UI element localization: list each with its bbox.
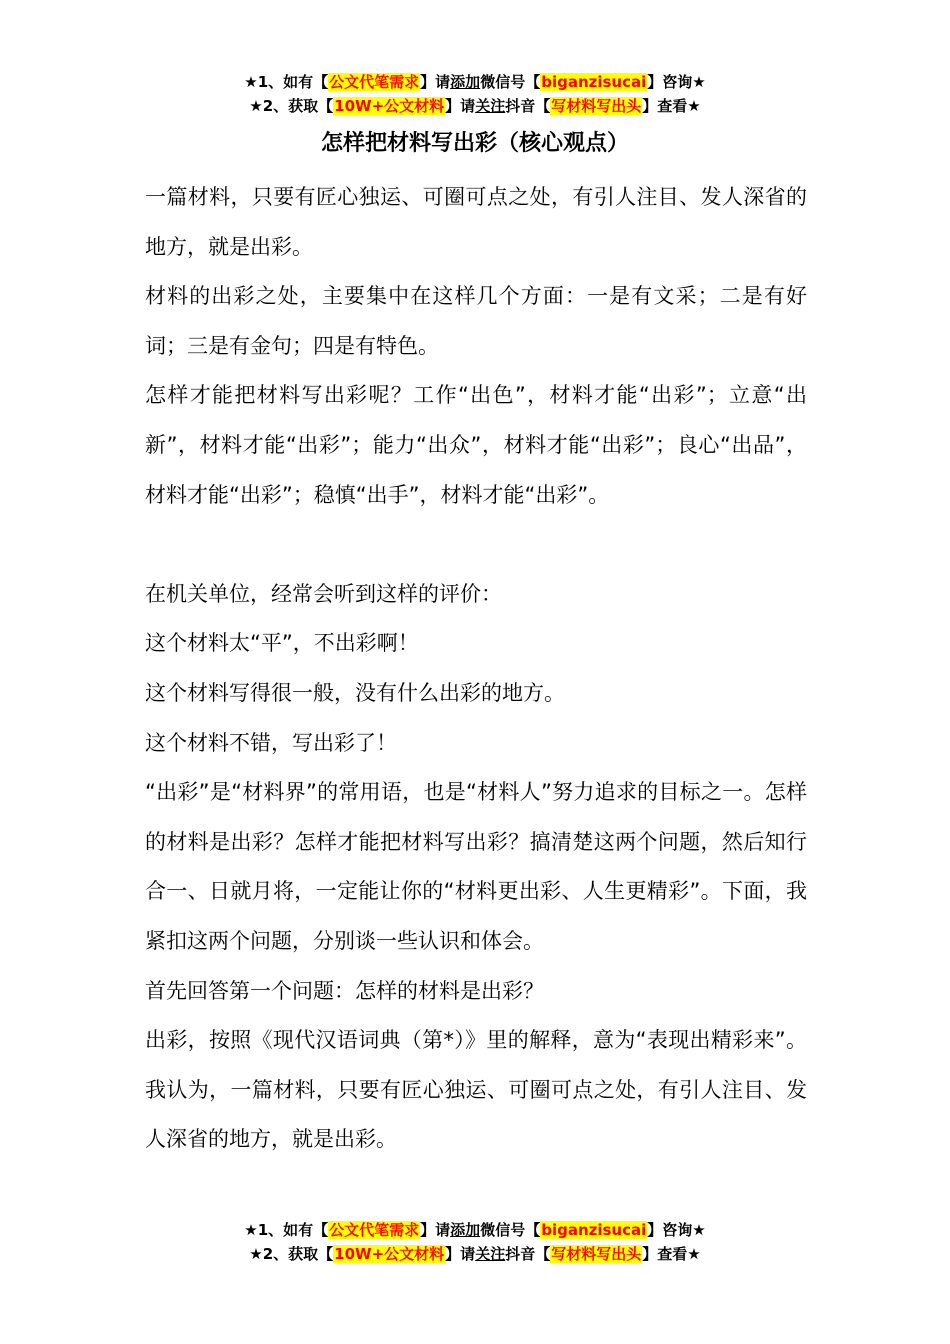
highlight-materials: 10W+公文材料 — [334, 1245, 445, 1263]
star-icon: ★ — [249, 1245, 263, 1263]
highlight-douyin: 写材料写出头 — [551, 97, 642, 115]
header-banner — [0, 70, 950, 118]
paragraph: 出彩，按照《现代汉语词典（第*）》里的解释，意为“表现出精彩来”。我认为，一篇材料，只要有匠心独运、可圈可点之处，有引人注目、发人深省的地方，就是出彩。 — [145, 1028, 807, 1152]
highlight-need: 公文代笔需求 — [329, 1221, 420, 1239]
paragraph: 一篇材料，只要有匠心独运、可圈可点之处，有引人注目、发人深省的地方，就是出彩。 — [145, 185, 807, 259]
paragraph: “出彩”是“材料界”的常用语，也是“材料人”努力追求的目标之一。怎样的材料是出彩？怎样才能把材料写出彩？搞清楚这两个问题，然后知行合一、日就月将，一定能让你的“材料更出彩、人生更精彩”。下面，我紧扣这两个问题，分别谈一些认识和体会。 — [145, 780, 807, 953]
document-body — [145, 173, 807, 1165]
highlight-need: 公文代笔需求 — [329, 73, 420, 91]
paragraph: 这个材料不错，写出彩了！ — [145, 730, 397, 755]
paragraph: 这个材料太“平”，不出彩啊！ — [145, 631, 419, 656]
highlight-wechat-id: biganzisucai — [541, 73, 647, 91]
paragraph: 材料的出彩之处，主要集中在这样几个方面：一是有文采；二是有好词；三是有金句；四是有特色。 — [145, 284, 807, 358]
star-icon: ★ — [249, 97, 263, 115]
highlight-douyin: 写材料写出头 — [551, 1245, 642, 1263]
paragraph: 在机关单位，经常会听到这样的评价： — [145, 581, 502, 606]
star-icon: ★ — [687, 1245, 701, 1263]
footer-banner — [0, 1218, 950, 1266]
star-icon: ★ — [692, 1221, 706, 1239]
document-title: 怎样把材料写出彩（核心观点） — [320, 131, 629, 156]
paragraph: 这个材料写得很一般，没有什么出彩的地方。 — [145, 680, 565, 705]
banner-line-2: ★2、获取【10W+公文材料】请关注抖音【写材料写出头】查看★ — [249, 97, 701, 115]
star-icon: ★ — [244, 73, 258, 91]
highlight-materials: 10W+公文材料 — [334, 97, 445, 115]
paragraph: 怎样才能把材料写出彩呢？工作“出色”，材料才能“出彩”；立意“出新”，材料才能“出彩”；能力“出众”，材料才能“出彩”；良心“出品”，材料才能“出彩”；稳慎“出手”，材料才能“出彩”。 — [145, 383, 807, 507]
banner-line-1: ★1、如有【公文代笔需求】请添加微信号【biganzisucai】咨询★ — [244, 1221, 706, 1239]
star-icon: ★ — [687, 97, 701, 115]
banner-line-1: ★1、如有【公文代笔需求】请添加微信号【biganzisucai】咨询★ — [244, 73, 706, 91]
highlight-wechat-id: biganzisucai — [541, 1221, 647, 1239]
star-icon: ★ — [692, 73, 706, 91]
star-icon: ★ — [244, 1221, 258, 1239]
paragraph: 首先回答第一个问题：怎样的材料是出彩？ — [145, 978, 544, 1003]
banner-line-2: ★2、获取【10W+公文材料】请关注抖音【写材料写出头】查看★ — [249, 1245, 701, 1263]
